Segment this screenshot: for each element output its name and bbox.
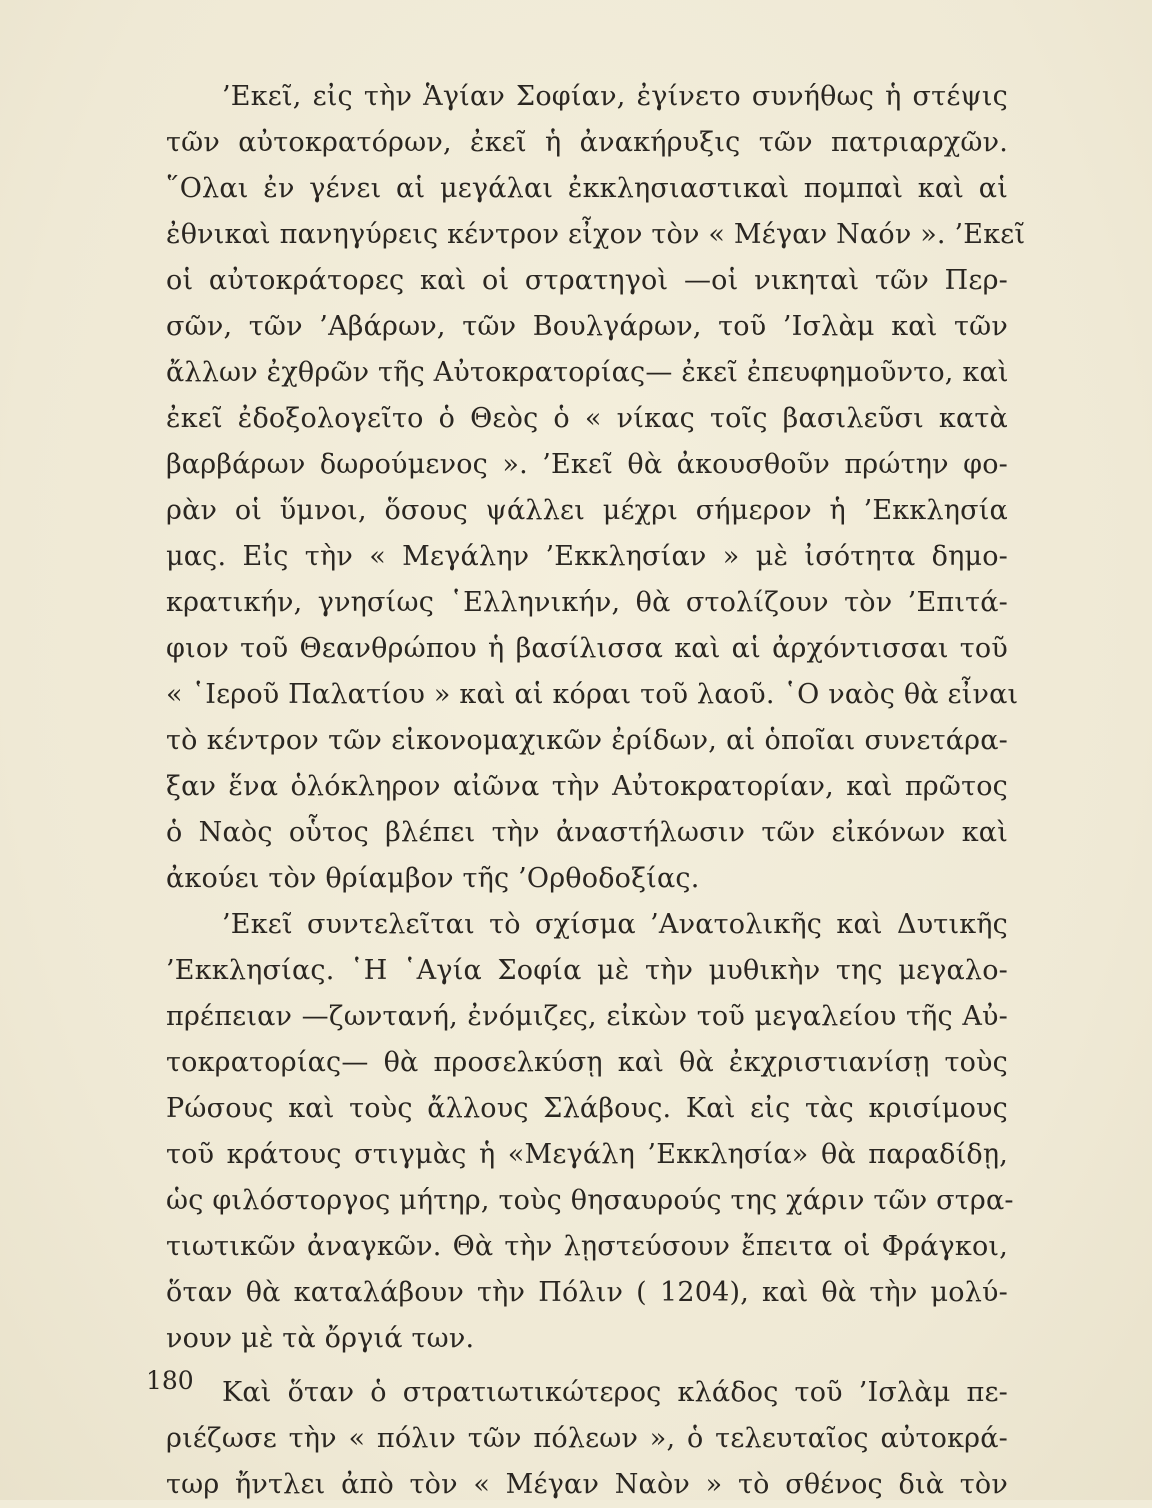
text-line: ἐθνικαὶ πανηγύρεις κέντρον εἶχον τὸν « Μέγαν Ναόν ». ’Εκεῖ [166, 219, 1026, 250]
page-number: 180 [146, 1366, 194, 1395]
paragraph-1 [166, 74, 1026, 902]
text-line: τιωτικῶν ἀναγκῶν. Θὰ τὴν λῃστεύσουν ἔπειτα οἱ Φράγκοι, [166, 1231, 1008, 1262]
body-text [166, 74, 1026, 1508]
text-line: τὸ κέντρον τῶν εἰκονομαχικῶν ἐρίδων, αἱ ὁποῖαι συνετάρα- [166, 725, 1008, 756]
text-line: νουν μὲ τὰ ὄργιά των. [166, 1323, 475, 1354]
text-line: κρατικήν, γνησίως ῾Ελληνικήν, θὰ στολίζουν τὸν ’Επιτά- [166, 587, 1008, 618]
text-line: ῞Ολαι ἐν γένει αἱ μεγάλαι ἐκκλησιαστικαὶ πομπαὶ καὶ αἱ [166, 173, 1008, 204]
text-line: τῶν αὐτοκρατόρων, ἐκεῖ ἡ ἀνακήρυξις τῶν πατριαρχῶν. [166, 127, 1008, 158]
text-line: οἱ αὐτοκράτορες καὶ οἱ στρατηγοὶ —οἱ νικηταὶ τῶν Περ- [166, 265, 1008, 296]
text-line: σῶν, τῶν ’Αβάρων, τῶν Βουλγάρων, τοῦ ’Ισλὰμ καὶ τῶν [166, 311, 1008, 342]
text-line: ἄλλων ἐχθρῶν τῆς Αὐτοκρατορίας— ἐκεῖ ἐπευφημοῦντο, καὶ [166, 357, 1009, 388]
paragraph-2 [166, 902, 1014, 1362]
text-line: Ρώσους καὶ τοὺς ἄλλους Σλάβους. Καὶ εἰς τὰς κρισίμους [166, 1093, 1008, 1124]
text-line: τοῦ κράτους στιγμὰς ἡ «Μεγάλη ’Εκκλησία» θὰ παραδίδῃ, [166, 1139, 1008, 1170]
text-line: ὁ Ναὸς οὗτος βλέπει τὴν ἀναστήλωσιν τῶν εἰκόνων καὶ [166, 817, 1008, 848]
text-line: ’Εκεῖ, εἰς τὴν Ἁγίαν Σοφίαν, ἐγίνετο συνήθως ἡ στέψις [222, 81, 1008, 112]
text-line: Καὶ ὅταν ὁ στρατιωτικώτερος κλάδος τοῦ ’Ισλὰμ πε- [222, 1377, 1008, 1408]
text-line: « ῾Ιεροῦ Παλατίου » καὶ αἱ κόραι τοῦ λαοῦ. ῾Ο ναὸς θὰ εἶναι [166, 679, 1019, 710]
text-line: ρὰν οἱ ὕμνοι, ὅσους ψάλλει μέχρι σήμερον ἡ ’Εκκλησία [166, 495, 1008, 526]
text-line: μας. Εἰς τὴν « Μεγάλην ’Εκκλησίαν » μὲ ἰσότητα δημο- [166, 541, 1008, 572]
paragraph-3 [166, 1370, 1008, 1508]
text-line: ἀκούει τὸν θρίαμβον τῆς ’Ορθοδοξίας. [166, 863, 700, 894]
text-line: τοκρατορίας— θὰ προσελκύσῃ καὶ θὰ ἐκχριστιανίσῃ τοὺς [166, 1047, 1008, 1078]
text-line: πρέπειαν —ζωντανή, ἐνόμιζες, εἰκὼν τοῦ μεγαλείου τῆς Αὐ- [166, 1001, 1008, 1032]
text-line: ὅταν θὰ καταλάβουν τὴν Πόλιν ( 1204), καὶ θὰ τὴν μολύ- [166, 1277, 1008, 1308]
text-line: τωρ ἤντλει ἀπὸ τὸν « Μέγαν Ναὸν » τὸ σθένος διὰ τὸν [166, 1469, 1008, 1500]
paragraph-spacer [166, 1362, 1008, 1370]
text-line: ἐκεῖ ἐδοξολογεῖτο ὁ Θεὸς ὁ « νίκας τοῖς βασιλεῦσι κατὰ [166, 403, 1008, 434]
text-line: ’Εκκλησίας. ῾Η ῾Αγία Σοφία μὲ τὴν μυθικὴν της μεγαλο- [166, 955, 1008, 986]
text-line: ’Εκεῖ συντελεῖται τὸ σχίσμα ’Ανατολικῆς καὶ Δυτικῆς [222, 909, 1008, 940]
text-line: βαρβάρων δωρούμενος ». ’Εκεῖ θὰ ἀκουσθοῦν πρώτην φο- [166, 449, 1008, 480]
text-line: ξαν ἕνα ὁλόκληρον αἰῶνα τὴν Αὐτοκρατορίαν, καὶ πρῶτος [166, 771, 1008, 802]
text-line: φιον τοῦ Θεανθρώπου ἡ βασίλισσα καὶ αἱ ἀρχόντισσαι τοῦ [166, 633, 1008, 664]
text-line: ριέζωσε τὴν « πόλιν τῶν πόλεων », ὁ τελευταῖος αὐτοκρά- [166, 1423, 1008, 1454]
text-line: ὡς φιλόστοργος μήτηρ, τοὺς θησαυρούς της χάριν τῶν στρα- [166, 1185, 1014, 1216]
